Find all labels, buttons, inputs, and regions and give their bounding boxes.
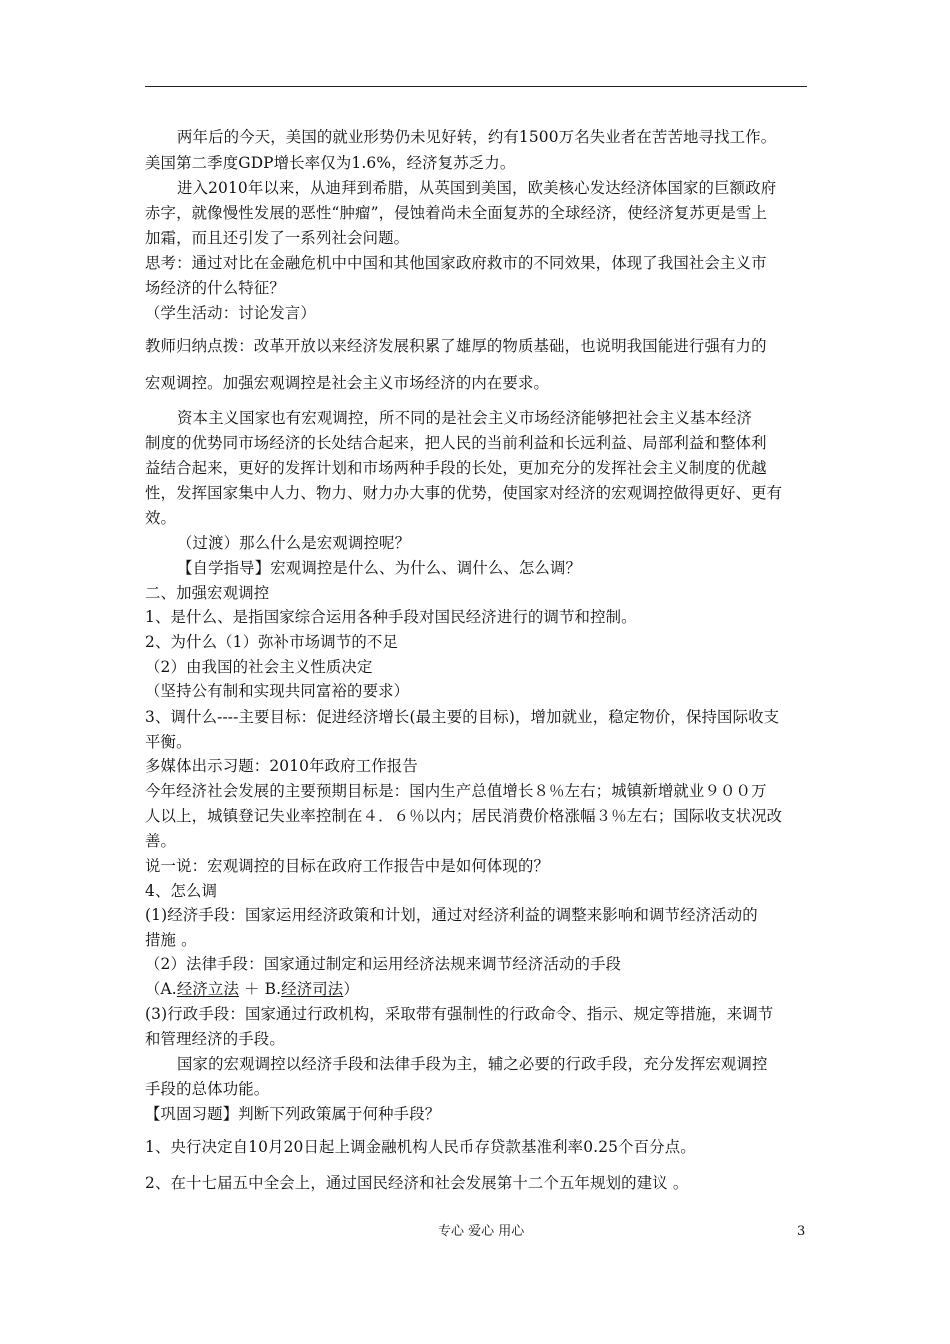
text-line: 美国第二季度GDP增长率仅为1.6%，经济复苏乏力。 [145,154,516,172]
text-line: 平衡。 [145,733,192,751]
text-line: (3)行政手段：国家通过行政机构，采取带有强制性的行政命令、指示、规定等措施，来调节 [145,1005,774,1023]
law-open: （A. [145,980,177,998]
text-line: 国家的宏观调控以经济手段和法律手段为主，辅之必要的行政手段，充分发挥宏观调控 [177,1055,768,1073]
text-line: 1、央行决定自10月20日起上调金融机构人民币存贷款基准利率0.25个百分点。 [145,1138,696,1156]
section-heading: 二、加强宏观调控 [145,584,270,602]
text-line: 加霜，而且还引发了一系列社会问题。 [145,229,410,247]
text-line: 赤字，就像慢性发展的恶性“肿瘤”，侵蚀着尚未全面复苏的全球经济，使经济复苏更是雪上 [145,204,768,222]
text-line: 多媒体出示习题：2010年政府工作报告 [145,757,418,775]
text-line: 思考：通过对比在金融危机中中国和其他国家政府救市的不同效果，体现了我国社会主义市 [145,254,767,272]
text-line: （2）法律手段：国家通过制定和运用经济法规来调节经济活动的手段 [145,955,622,973]
text-line: 资本主义国家也有宏观调控，所不同的是社会主义市场经济能够把社会主义基本经济 [177,409,753,427]
text-line: (1)经济手段：国家运用经济政策和计划，通过对经济利益的调整来影响和调节经济活动的 [145,906,758,924]
text-line: （学生活动：讨论发言） [145,304,316,322]
text-line: 人以上，城镇登记失业率控制在４．６％以内；居民消费价格涨幅３％左右；国际收支状况改 [145,807,783,825]
text-line: （过渡）那么什么是宏观调控呢？ [177,534,411,552]
text-line: 善。 [145,832,177,850]
text-line: 措施 。 [145,931,197,949]
law-close: ） [343,980,359,998]
text-line: 宏观调控。加强宏观调控是社会主义市场经济的内在要求。 [145,374,550,392]
text-line: 两年后的今天，美国的就业形势仍未见好转，约有1500万名失业者在苦苦地寻找工作。 [177,128,777,146]
text-line: 效。 [145,509,177,527]
text-line: 性，发挥国家集中人力、物力、财力办大事的优势，使国家对经济的宏观调控做得更好、更有 [145,484,783,502]
text-line: 手段的总体功能。 [145,1080,270,1098]
text-line: 说一说：宏观调控的目标在政府工作报告中是如何体现的？ [145,857,550,875]
text-line: 和管理经济的手段。 [145,1030,285,1048]
text-line: 益结合起来，更好的发挥计划和市场两种手段的长处，更加充分的发挥社会主义制度的优越 [145,459,767,477]
page-number: 3 [797,1224,806,1239]
text-line: 场经济的什么特征？ [145,279,285,297]
text-line: （坚持公有制和实现共同富裕的要求） [145,682,410,700]
text-line: 2、在十七届五中全会上，通过国民经济和社会发展第十二个五年规划的建议 。 [145,1174,689,1192]
law-means-line [145,978,813,1000]
law-plus: ＋ B. [239,980,282,998]
text-line: 1、是什么、是指国家综合运用各种手段对国民经济进行的调节和控制。 [145,608,637,626]
header-rule [145,86,807,87]
text-line: 【自学指导】宏观调控是什么、为什么、调什么、怎么调？ [177,559,582,577]
text-line: （2）由我国的社会主义性质决定 [145,658,373,676]
text-line: 【巩固习题】判断下列政策属于何种手段？ [145,1105,441,1123]
text-line: 4、怎么调 [145,882,218,900]
text-line: 教师归纳点拨：改革开放以来经济发展积累了雄厚的物质基础，也说明我国能进行强有力的 [145,337,767,355]
text-line: 3、调什么----主要目标：促进经济增长(最主要的目标)，增加就业，稳定物价，保持国际收支 [145,708,780,726]
text-line: 今年经济社会发展的主要预期目标是：国内生产总值增长８％左右；城镇新增就业９００万 [145,782,767,800]
text-line: 制度的优势同市场经济的长处结合起来，把人民的当前利益和长远利益、局部利益和整体利 [145,434,767,452]
text-line: 2、为什么（1）弥补市场调节的不足 [145,633,398,651]
footer-motto: 专心 爱心 用心 [438,1224,525,1239]
law-term-b: 经济司法 [281,980,344,998]
text-line: 进入2010年以来，从迪拜到希腊，从英国到美国，欧美核心发达经济体国家的巨额政府 [177,179,777,197]
law-term-a: 经济立法 [176,980,240,998]
